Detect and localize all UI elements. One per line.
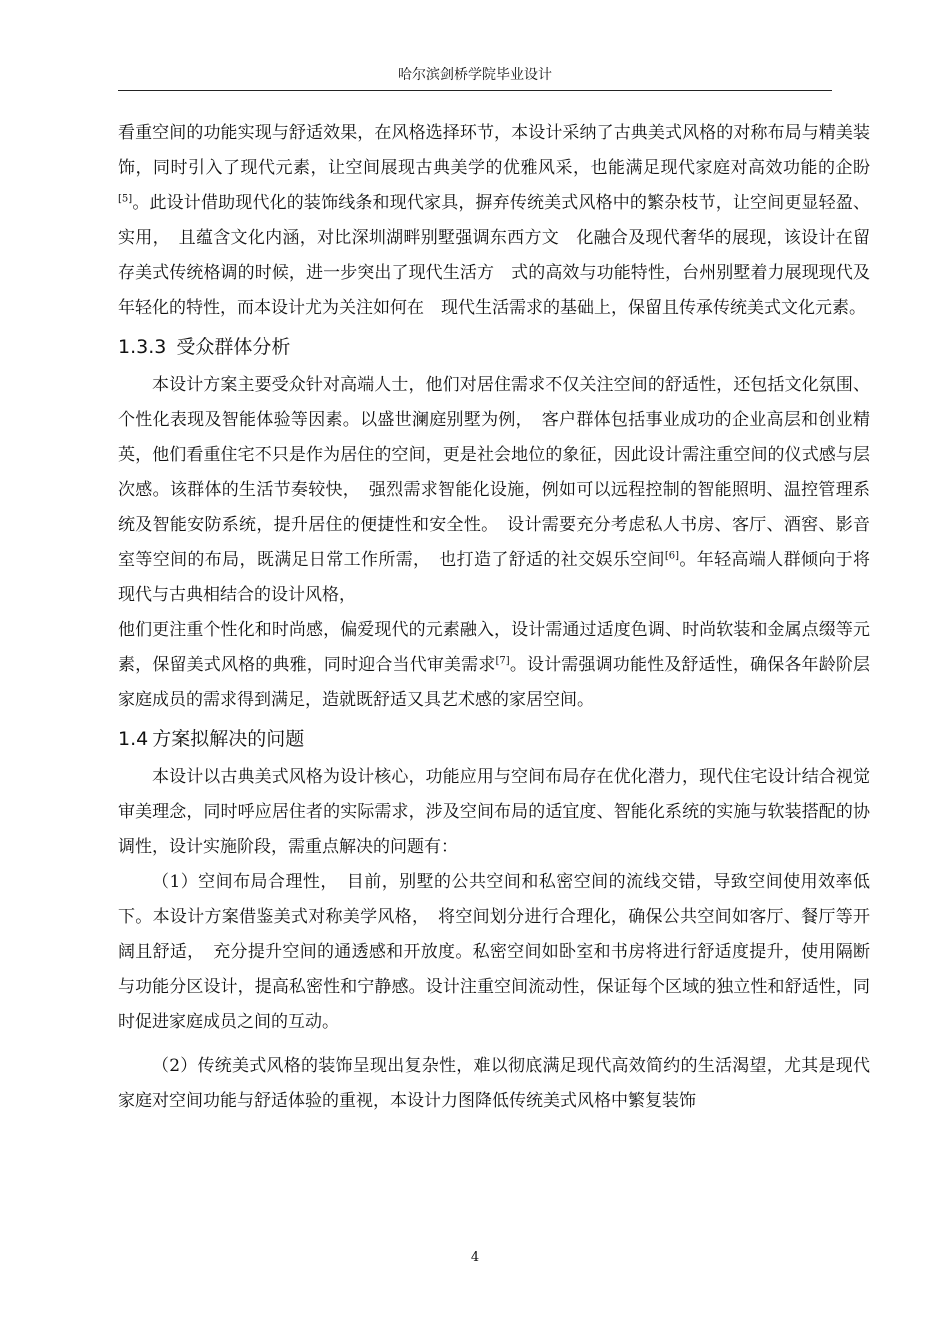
paragraph-text: 。设计需强调功能性及舒适性，确保各年龄阶层家庭成员的需求得到满足，造就既舒适又具艺术感的家居空间。 bbox=[118, 655, 871, 710]
page-body bbox=[118, 116, 870, 1119]
paragraph-text: 他们更注重个性化和时尚感，偏爱现代的元素融入，设计需通过适度色调、时尚软装和金属点缀等元素，保留美式风格的典雅，同时迎合当代审美需求 bbox=[118, 620, 870, 675]
section-heading-1-3-3 bbox=[118, 329, 870, 365]
section-title: 方案拟解决的问题 bbox=[152, 728, 305, 750]
paragraph-text: 本设计方案主要受众针对高端人士，他们对居住需求不仅关注空间的舒适性，还包括文化氛围、个性化表现及智能体验等因素。以盛世澜庭别墅为例， 客户群体包括事业成功的企业高层和创业精英，他们看重住宅不只是作为居住的空间，更是社会地位的象征，因此设计需注重空间的仪式感与层次感。该群体的生活节奏较快， 强烈需求智能化设施，例如可以远程控制的智能照明、温控管理系统及智能安防系统，提升居住的便捷性和安全性。 设计需要充分考虑私人书房、客厅、酒窖、影音室等空间的布局，既满足日常工作所需， 也打造了舒适的社交娱乐空间 bbox=[118, 375, 870, 570]
section-heading-1-4 bbox=[118, 721, 870, 757]
paragraph-young-audience bbox=[118, 613, 870, 718]
paragraph-problem-1: （1）空间布局合理性， 目前，别墅的公共空间和私密空间的流线交错，导致空间使用效率低下。本设计方案借鉴美式对称美学风格， 将空间划分进行合理化，确保公共空间如客厅、餐厅等开阔且舒适， 充分提升空间的通透感和开放度。私密空间如卧室和书房将进行舒适度提升，使用隔断与功能分区设计，提高私密性和宁静感。设计注重空间流动性，保证每个区域的独立性和舒适性，同时促进家庭成员之间的互动。 bbox=[118, 872, 870, 1032]
page-number: 4 bbox=[470, 1250, 480, 1265]
paragraph-problem-2: （2）传统美式风格的装饰呈现出复杂性，难以彻底满足现代高效简约的生活渴望，尤其是现代家庭对空间功能与舒适体验的重视，本设计力图降低传统美式风格中繁复装饰 bbox=[118, 1056, 870, 1111]
paragraph-problems-intro: 本设计以古典美式风格为设计核心，功能应用与空间布局存在优化潜力，现代住宅设计结合视觉审美理念，同时呼应居住者的实际需求，涉及空间布局的适宜度、智能化系统的实施与软装搭配的协调性，设计实施阶段，需重点解决的问题有： bbox=[118, 767, 870, 857]
paragraph-text: 。此设计借助现代化的装饰线条和现代家具，摒弃传统美式风格中的繁杂枝节，让空间更显轻盈、实用， 且蕴含文化内涵，对比深圳湖畔别墅强调东西方文 化融合及现代奢华的展现，该设计在留存美式传统格调的时候，进一步突出了现代生活方 式的高效与功能特性，台州别墅着力展现现代及年轻化的特性，而本设计尤为关注如何在 现代生活需求的基础上，保留且传承传统美式文化元素。 bbox=[118, 193, 870, 318]
paragraph-audience bbox=[118, 368, 870, 613]
page-header bbox=[118, 64, 832, 91]
section-number: 1.4 bbox=[118, 728, 149, 750]
header-title: 哈尔滨剑桥学院毕业设计 bbox=[398, 67, 552, 83]
section-title: 受众群体分析 bbox=[176, 336, 291, 358]
paragraph-text: 。年轻高端人群倾向于将现代与古典相结合的设计风格， bbox=[118, 550, 870, 605]
paragraph-text: 看重空间的功能实现与舒适效果，在风格选择环节，本设计采纳了古典美式风格的对称布局与精美装饰，同时引入了现代元素，让空间展现古典美学的优雅风采，也能满足现代家庭对高效功能的企盼 bbox=[118, 123, 870, 178]
citation-6[interactable]: [6] bbox=[664, 550, 680, 562]
citation-5[interactable]: [5] bbox=[118, 193, 133, 205]
citation-7[interactable]: [7] bbox=[495, 655, 510, 667]
paragraph-design-style bbox=[118, 116, 870, 326]
section-number: 1.3.3 bbox=[118, 336, 167, 358]
